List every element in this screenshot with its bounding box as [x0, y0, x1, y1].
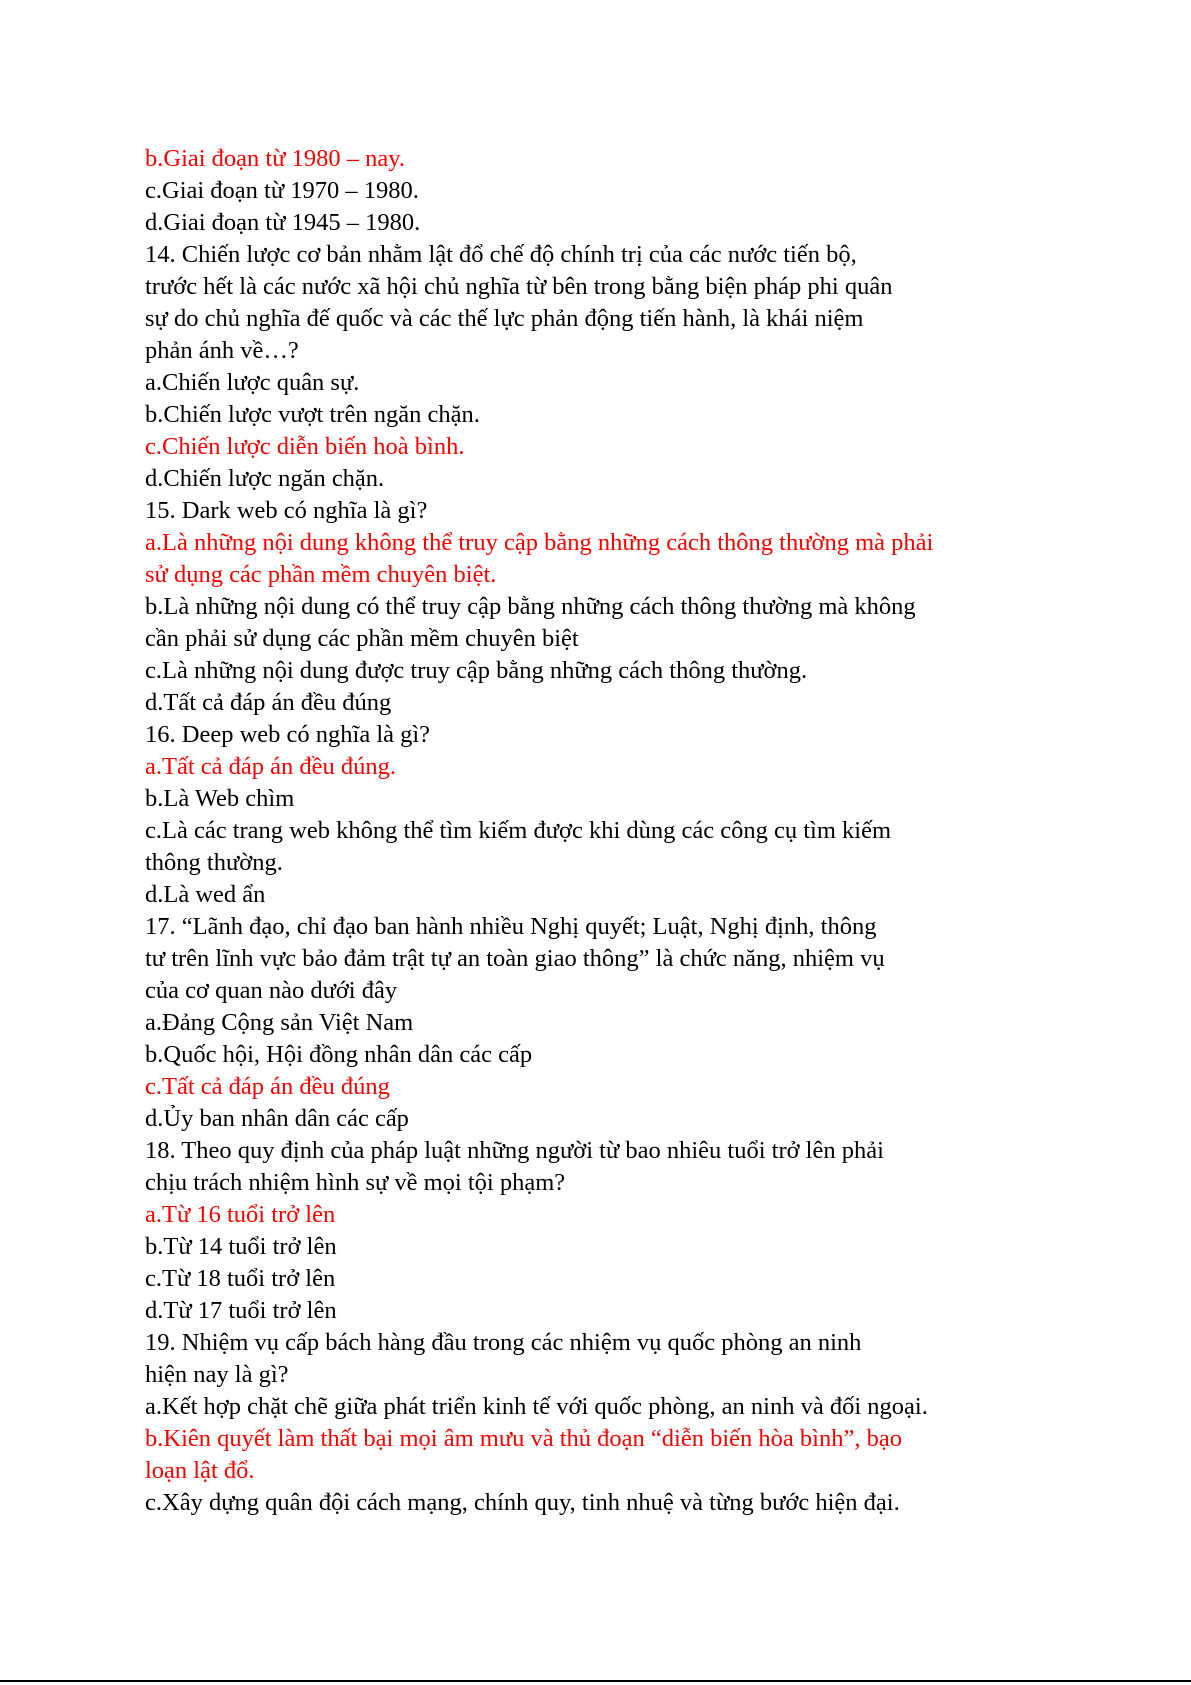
- text-line: d.Ủy ban nhân dân các cấp: [145, 1105, 409, 1132]
- answer-line-highlighted: b.Giai đoạn từ 1980 – nay.: [145, 145, 406, 172]
- text-line: c.Từ 18 tuổi trở lên: [145, 1265, 336, 1292]
- text-line: d.Là wed ẩn: [145, 881, 266, 908]
- text-line: 14. Chiến lược cơ bản nhằm lật đổ chế độ chính trị của các nước tiến bộ,: [145, 241, 857, 268]
- text-line: chịu trách nhiệm hình sự về mọi tội phạm?: [145, 1169, 566, 1196]
- text-line: c.Là những nội dung được truy cập bằng những cách thông thường.: [145, 657, 808, 684]
- answer-line-highlighted: c.Chiến lược diễn biến hoà bình.: [145, 433, 465, 460]
- text-line: d.Từ 17 tuổi trở lên: [145, 1297, 337, 1324]
- text-line: c.Xây dựng quân đội cách mạng, chính quy, tinh nhuệ và từng bước hiện đại.: [145, 1489, 900, 1516]
- answer-line-highlighted: a.Tất cả đáp án đều đúng.: [145, 753, 397, 780]
- text-line: b.Là những nội dung có thể truy cập bằng những cách thông thường mà không: [145, 593, 916, 620]
- answer-line-highlighted: loạn lật đổ.: [145, 1457, 255, 1484]
- text-line: 19. Nhiệm vụ cấp bách hàng đầu trong các nhiệm vụ quốc phòng an ninh: [145, 1329, 862, 1356]
- text-line: 15. Dark web có nghĩa là gì?: [145, 497, 428, 524]
- text-line: a.Chiến lược quân sự.: [145, 369, 360, 396]
- text-line: 17. “Lãnh đạo, chỉ đạo ban hành nhiều Nghị quyết; Luật, Nghị định, thông: [145, 913, 877, 940]
- text-line: 16. Deep web có nghĩa là gì?: [145, 721, 431, 748]
- document-page: [145, 143, 1145, 1519]
- text-line: hiện nay là gì?: [145, 1361, 289, 1388]
- answer-line-highlighted: sử dụng các phần mềm chuyên biệt.: [145, 561, 497, 588]
- text-line: trước hết là các nước xã hội chủ nghĩa từ bên trong bằng biện pháp phi quân: [145, 273, 893, 300]
- text-line: tư trên lĩnh vực bảo đảm trật tự an toàn giao thông” là chức năng, nhiệm vụ: [145, 945, 885, 972]
- text-line: 18. Theo quy định của pháp luật những người từ bao nhiêu tuổi trở lên phải: [145, 1137, 884, 1164]
- text-line: b.Từ 14 tuổi trở lên: [145, 1233, 337, 1260]
- text-line: a.Đảng Cộng sản Việt Nam: [145, 1009, 414, 1036]
- answer-line-highlighted: a.Là những nội dung không thể truy cập bằng những cách thông thường mà phải: [145, 529, 934, 556]
- text-line: b.Là Web chìm: [145, 785, 295, 812]
- text-line: thông thường.: [145, 849, 283, 876]
- text-line: a.Kết hợp chặt chẽ giữa phát triển kinh tế với quốc phòng, an ninh và đối ngoại.: [145, 1393, 928, 1420]
- text-line: d.Giai đoạn từ 1945 – 1980.: [145, 209, 421, 236]
- text-line: phản ánh về…?: [145, 337, 299, 364]
- text-line: sự do chủ nghĩa đế quốc và các thế lực phản động tiến hành, là khái niệm: [145, 305, 864, 332]
- page-bottom-rule: [0, 1680, 1191, 1682]
- text-line: d.Tất cả đáp án đều đúng: [145, 689, 392, 716]
- text-line: d.Chiến lược ngăn chặn.: [145, 465, 385, 492]
- text-line: cần phải sử dụng các phần mềm chuyên biệt: [145, 625, 579, 652]
- text-line: b.Chiến lược vượt trên ngăn chặn.: [145, 401, 480, 428]
- text-line: c.Là các trang web không thể tìm kiếm được khi dùng các công cụ tìm kiếm: [145, 817, 892, 844]
- answer-line-highlighted: b.Kiên quyết làm thất bại mọi âm mưu và thủ đoạn “diễn biến hòa bình”, bạo: [145, 1425, 902, 1452]
- text-line: của cơ quan nào dưới đây: [145, 977, 398, 1004]
- text-line: b.Quốc hội, Hội đồng nhân dân các cấp: [145, 1041, 533, 1068]
- text-line: c.Giai đoạn từ 1970 – 1980.: [145, 177, 419, 204]
- answer-line-highlighted: a.Từ 16 tuổi trở lên: [145, 1201, 336, 1228]
- answer-line-highlighted: c.Tất cả đáp án đều đúng: [145, 1073, 390, 1100]
